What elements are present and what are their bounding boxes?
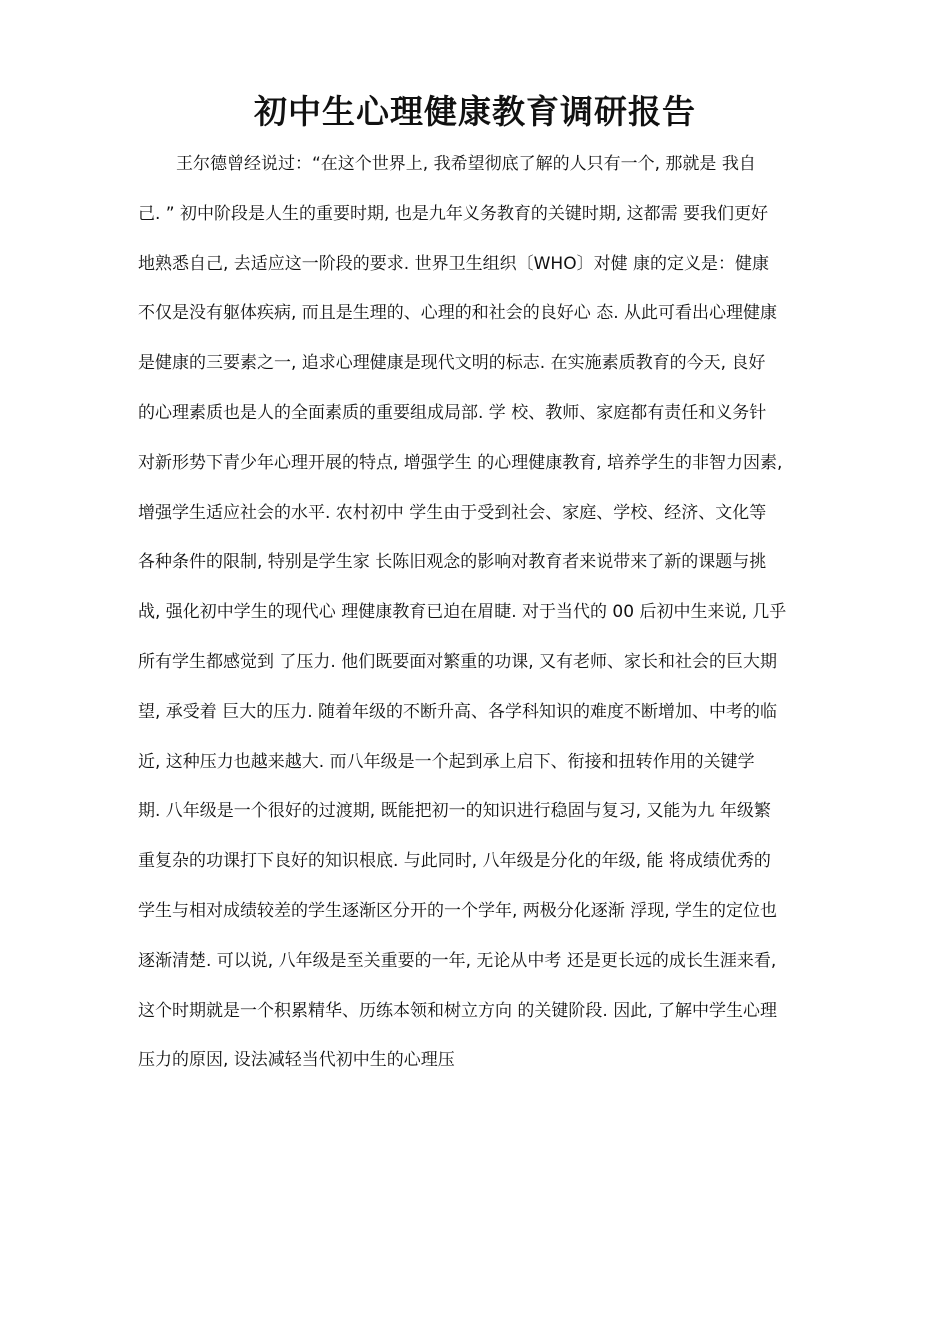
body-line: 望, 承受着 巨大的压力. 随着年级的不断升高、各学科知识的难度不断增加、中考的临 (138, 701, 778, 722)
body-line: 增强学生适应社会的水平. 农村初中 学生由于受到社会、家庭、学校、经济、文化等 (138, 502, 767, 523)
body-line: 己. ” 初中阶段是人生的重要时期, 也是九年义务教育的关键时期, 这都需 要我们更好 (138, 203, 769, 224)
body-line: 地熟悉自己, 去适应这一阶段的要求. 世界卫生组织〔WHO〕对健 康的定义是：健康 (138, 253, 769, 274)
body-line: 压力的原因, 设法减轻当代初中生的心理压 (138, 1050, 455, 1071)
body-line: 这个时期就是一个积累精华、历练本领和树立方向 的关键阶段. 因此, 了解中学生心理 (138, 1000, 778, 1021)
body-line: 对新形势下青少年心理开展的特点, 增强学生 的心理健康教育, 培养学生的非智力因素, (138, 452, 783, 473)
document-title: 初中生心理健康教育调研报告 (254, 92, 696, 131)
body-line: 各种条件的限制, 特别是学生家 长陈旧观念的影响对教育者来说带来了新的课题与挑 (138, 552, 767, 573)
body-line: 学生与相对成绩较差的学生逐渐区分开的一个学年, 两极分化逐渐 浮现, 学生的定位也 (138, 900, 778, 921)
body-line: 所有学生都感觉到 了压力. 他们既要面对繁重的功课, 又有老师、家长和社会的巨大期 (138, 651, 778, 672)
body-line: 不仅是没有躯体疾病, 而且是生理的、心理的和社会的良好心 态. 从此可看出心理健康 (138, 303, 778, 324)
body-line: 王尔德曾经说过：“在这个世界上, 我希望彻底了解的人只有一个, 那就是 我自 (176, 154, 756, 174)
body-line: 是健康的三要素之一, 追求心理健康是现代文明的标志. 在实施素质教育的今天, 良好 (138, 353, 766, 374)
body-line: 重复杂的功课打下良好的知识根底. 与此同时, 八年级是分化的年级, 能 将成绩优秀的 (138, 851, 771, 872)
body-line: 战, 强化初中学生的现代心 理健康教育已迫在眉睫. 对于当代的 00 后初中生来说, 几乎 (138, 602, 787, 623)
body-line: 逐渐清楚. 可以说, 八年级是至关重要的一年, 无论从中考 还是更长远的成长生涯来看, (138, 950, 777, 971)
body-line: 近, 这种压力也越来越大. 而八年级是一个起到承上启下、衔接和扭转作用的关键学 (138, 751, 755, 772)
document-body (138, 140, 828, 1086)
body-line: 的心理素质也是人的全面素质的重要组成局部. 学 校、教师、家庭都有责任和义务针 (138, 402, 767, 423)
body-line: 期. 八年级是一个很好的过渡期, 既能把初一的知识进行稳固与复习, 又能为九 年级繁 (138, 801, 771, 822)
